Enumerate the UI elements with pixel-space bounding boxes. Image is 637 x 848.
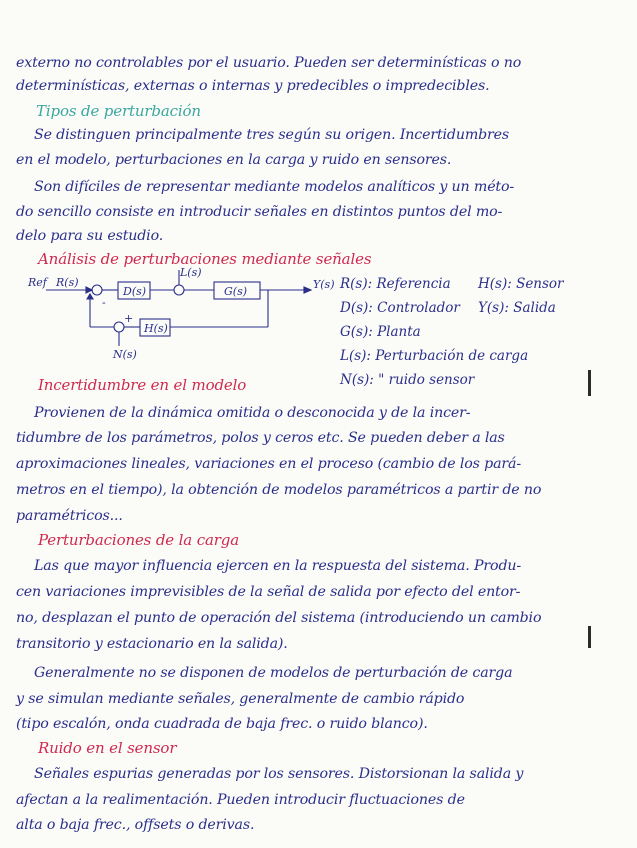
summing-junction-1 (92, 285, 102, 295)
paragraph6-line-1: Generalmente no se disponen de modelos de perturbación de carga (34, 665, 513, 681)
paragraph2-line-2: en el modelo, perturbaciones en la carga y ruido en sensores. (16, 152, 452, 168)
paragraph5-line-1: Las que mayor influencia ejercen en la respuesta del sistema. Produ- (34, 558, 522, 574)
paragraph4-line-1: Provienen de la dinámica omitida o desconocida y de la incer- (34, 405, 471, 421)
diagram-label-y: Y(s) (313, 278, 335, 291)
section-title-incertidumbre: Incertidumbre en el modelo (38, 376, 247, 394)
paragraph6-line-3: (tipo escalón, onda cuadrada de baja frec. o ruido blanco). (16, 716, 428, 732)
paragraph4-line-5: paramétricos... (16, 508, 123, 524)
legend-item: L(s): Perturbación de carga (340, 348, 529, 364)
diagram-label-ref: Ref (28, 276, 47, 289)
legend-item: R(s): Referencia (340, 276, 451, 292)
diagram-label-h: H(s) (144, 322, 168, 335)
diagram-label-l: L(s) (180, 266, 202, 279)
section-title-analisis: Análisis de perturbaciones mediante señales (38, 250, 372, 268)
margin-mark (588, 626, 591, 648)
summing-junction-3 (114, 322, 124, 332)
paragraph4-line-2: tidumbre de los parámetros, polos y ceros etc. Se pueden deber a las (16, 430, 505, 446)
paragraph1-line-1: externo no controlables por el usuario. Pueden ser determinísticas o no (16, 55, 522, 71)
margin-mark (588, 370, 591, 396)
paragraph4-line-3: aproximaciones lineales, variaciones en el proceso (cambio de los pará- (16, 456, 521, 472)
paragraph7-line-1: Señales espurias generadas por los sensores. Distorsionan la salida y (34, 766, 524, 782)
arrow-head (86, 287, 92, 293)
paragraph3-line-3: delo para su estudio. (16, 228, 164, 244)
paragraph3-line-2: do sencillo consiste en introducir señales en distintos puntos del mo- (16, 204, 503, 220)
diagram-sign-minus: - (102, 296, 106, 309)
paragraph7-line-2: afectan a la realimentación. Pueden introducir fluctuaciones de (16, 792, 465, 808)
diagram-label-n: N(s) (113, 348, 137, 361)
paragraph6-line-2: y se simulan mediante señales, generalmente de cambio rápido (16, 691, 465, 707)
legend-item: Y(s): Salida (478, 300, 556, 316)
section-title-carga: Perturbaciones de la carga (38, 531, 240, 549)
paragraph5-line-2: cen variaciones imprevisibles de la señal de salida por efecto del entor- (16, 584, 521, 600)
legend-item: G(s): Planta (340, 324, 421, 340)
section-title-ruido: Ruido en el sensor (38, 739, 177, 757)
diagram-label-r: R(s) (56, 276, 79, 289)
paragraph7-line-3: alta o baja frec., offsets o derivas. (16, 817, 255, 833)
summing-junction-2 (174, 285, 184, 295)
legend-column-2 (478, 272, 564, 320)
paragraph4-line-4: metros en el tiempo), la obtención de modelos paramétricos a partir de no (16, 482, 542, 498)
diagram-label-g: G(s) (224, 285, 248, 298)
paragraph1-line-2: determinísticas, externas o internas y predecibles o impredecibles. (16, 78, 490, 94)
paragraph3-line-1: Son difíciles de representar mediante modelos analíticos y un méto- (34, 179, 515, 195)
section-title-tipos: Tipos de perturbación (36, 102, 201, 120)
paragraph5-line-3: no, desplazan el punto de operación del sistema (introduciendo un cambio (16, 610, 542, 626)
paragraph2-line-1: Se distinguen principalmente tres según su origen. Incertidumbres (34, 127, 510, 143)
diagram-sign-plus: + (124, 312, 134, 325)
legend-item: H(s): Sensor (478, 276, 564, 292)
diagram-label-d: D(s) (123, 285, 147, 298)
block-diagram (28, 266, 335, 366)
legend-item: N(s): " ruido sensor (340, 372, 475, 388)
legend-item: D(s): Controlador (340, 300, 460, 316)
paragraph5-line-4: transitorio y estacionario en la salida). (16, 636, 288, 652)
